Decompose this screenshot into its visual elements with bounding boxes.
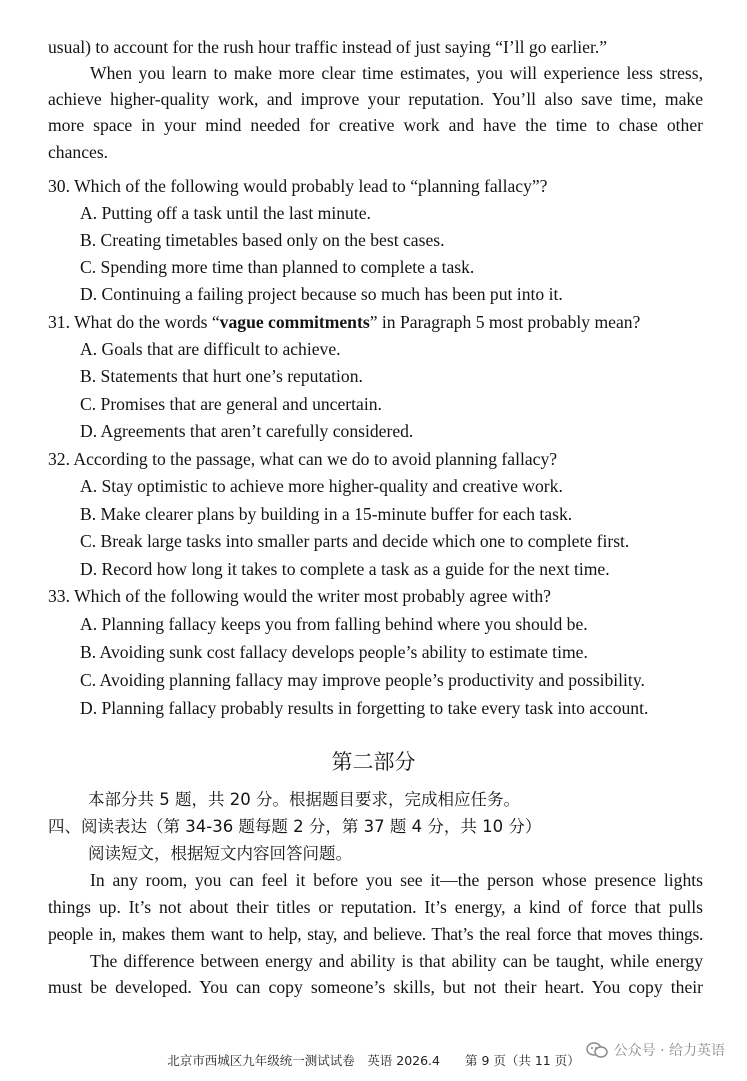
section-instruction: 阅读短文，根据短文内容回答问题。 [88, 844, 352, 863]
watermark [586, 1040, 725, 1060]
passage-line: chances. [48, 142, 109, 162]
wechat-icon [586, 1041, 608, 1059]
watermark-text: 公众号 · 给力英语 [613, 1043, 725, 1059]
question-stem-post: ” in Paragraph 5 most probably mean? [369, 312, 641, 332]
answer-option: B. Avoiding sunk cost fallacy develops people’s ability to estimate time. [80, 642, 588, 662]
section-title: 第二部分 [331, 750, 416, 774]
passage-line: must be developed. You can copy someone’s skills, but not their heart. You copy their [48, 977, 703, 997]
answer-option: C. Avoiding planning fallacy may improve people’s productivity and possibility. [80, 670, 645, 690]
passage-line: usual) to account for the rush hour traffic instead of just saying “I’ll go earlier.” [48, 37, 608, 57]
answer-option: C. Promises that are general and uncertain. [80, 394, 382, 414]
answer-option: B. Statements that hurt one’s reputation. [80, 366, 363, 386]
answer-option: B. Creating timetables based only on the best cases. [80, 230, 445, 250]
answer-option: A. Putting off a task until the last minute. [80, 203, 371, 223]
answer-option: C. Break large tasks into smaller parts and decide which one to complete first. [80, 531, 630, 551]
passage-line: The difference between energy and ability is that ability can be taught, while energy [90, 951, 703, 971]
passage-line: In any room, you can feel it before you see it—the person whose presence lights [90, 870, 703, 890]
section-intro: 本部分共 5 题，共 20 分。根据题目要求，完成相应任务。 [88, 790, 520, 809]
passage-line: more space in your mind needed for creative work and have the time to chase other [48, 115, 703, 135]
passage-line: people in, makes them want to help, stay, and believe. That’s the real force that moves things. [48, 924, 703, 944]
passage-line: When you learn to make more clear time estimates, you will experience less stress, [90, 63, 703, 83]
answer-option: C. Spending more time than planned to complete a task. [80, 257, 475, 277]
question-stem [48, 311, 640, 333]
section-heading: 四、阅读表达（第 34-36 题每题 2 分，第 37 题 4 分，共 10 分） [48, 817, 542, 836]
answer-option: B. Make clearer plans by building in a 15-minute buffer for each task. [80, 504, 573, 524]
page-footer: 北京市西城区九年级统一测试试卷 英语 2026.4 第 9 页（共 11 页） [167, 1053, 580, 1068]
question-stem: 30. Which of the following would probably lead to “planning fallacy”? [48, 176, 548, 196]
question-stem: 33. Which of the following would the writer most probably agree with? [48, 586, 551, 606]
answer-option: D. Record how long it takes to complete a task as a guide for the next time. [80, 559, 610, 579]
question-stem-pre: 31. What do the words “ [48, 312, 220, 332]
passage-line: things up. It’s not about their titles or reputation. It’s energy, a kind of force that pulls [48, 897, 703, 917]
answer-option: D. Agreements that aren’t carefully considered. [80, 421, 414, 441]
answer-option: A. Stay optimistic to achieve more higher-quality and creative work. [80, 476, 563, 496]
answer-option: D. Continuing a failing project because so much has been put into it. [80, 284, 563, 304]
answer-option: A. Planning fallacy keeps you from falling behind where you should be. [80, 614, 588, 634]
passage-line: achieve higher-quality work, and improve your reputation. You’ll also save time, make [48, 89, 703, 109]
question-keyword: vague commitments [219, 312, 370, 332]
question-stem: 32. According to the passage, what can we do to avoid planning fallacy? [48, 449, 558, 469]
answer-option: A. Goals that are difficult to achieve. [80, 339, 341, 359]
answer-option: D. Planning fallacy probably results in forgetting to take every task into account. [80, 698, 649, 718]
